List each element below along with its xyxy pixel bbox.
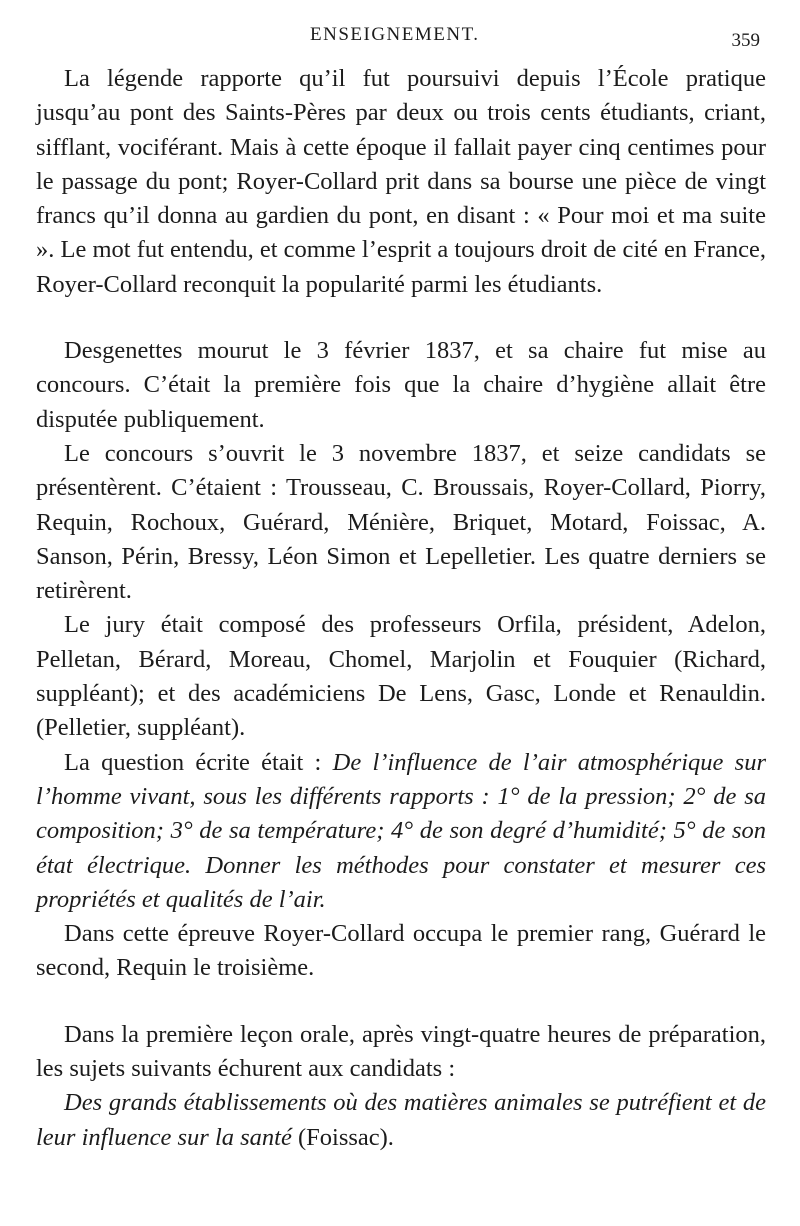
question-intro: La question écrite était : bbox=[64, 748, 333, 776]
paragraph-oral-lesson: Dans la première leçon orale, après vingt-quatre heures de préparation, les sujets suivants échurent aux candidats : bbox=[36, 1020, 766, 1083]
paragraph-subject bbox=[36, 1086, 766, 1155]
paragraph-legend: La légende rapporte qu’il fut poursuivi depuis l’École pratique jusqu’au pont des Saints-Pères par deux ou trois cents étudiants, criant, sifflant, vociférant. Mais à cette époque il fallait payer cinq centimes pour le passage du pont; Royer-Collard prit dans sa bourse une pièce de vingt francs qu’il donna au gardien du pont, en disant : « Pour moi et ma suite ». Le mot fut entendu, et comme l’esprit a toujours droit de cité en France, Royer-Collard reconquit la popularité parmi les étudiants. bbox=[36, 65, 767, 298]
subject-author: (Foissac). bbox=[291, 1123, 394, 1151]
running-head: ENSEIGNEMENT. bbox=[310, 24, 480, 45]
paragraph-written-question bbox=[36, 746, 766, 917]
body-text bbox=[36, 62, 766, 1155]
question-text: De l’influence de l’air atmosphérique sur l’homme vivant, sous les différents rapports : 1° de la pression; 2° de sa composition; 3° de sa température; 4° de son degré d’humidité; 5° de son état électrique. Donner les méthodes pour constater et mesurer ces propriétés et qualités de l’air. bbox=[36, 748, 766, 913]
paragraph-jury: Le jury était composé des professeurs Orfila, président, Adelon, Pelletan, Bérard, Moreau, Chomel, Marjolin et Fouquier (Richard, suppléant); et des académiciens De Lens, Gasc, Londe et Renauldin. (Pelletier, suppléant). bbox=[36, 611, 766, 742]
page-number: 359 bbox=[731, 30, 760, 51]
paragraph-ranking: Dans cette épreuve Royer-Collard occupa le premier rang, Guérard le second, Requin le troisième. bbox=[36, 920, 766, 982]
paragraph-desgenettes: Desgenettes mourut le 3 février 1837, et sa chaire fut mise au concours. C’était la première fois que la chaire d’hygiène allait être disputée publiquement. bbox=[36, 337, 766, 433]
paragraph-concours: Le concours s’ouvrit le 3 novembre 1837, et seize candidats se présentèrent. C’étaient : Trousseau, C. Broussais, Royer-Collard, Piorry, Requin, Rochoux, Guérard, Ménière, Briquet, Motard, Foissac, A. Sanson, Périn, Bressy, Léon Simon et Lepelletier. Les quatre derniers se retirèrent. bbox=[36, 439, 766, 605]
subject-text: Des grands établissements où des matières animales se putréfient et de leur influence sur la santé bbox=[36, 1089, 766, 1151]
